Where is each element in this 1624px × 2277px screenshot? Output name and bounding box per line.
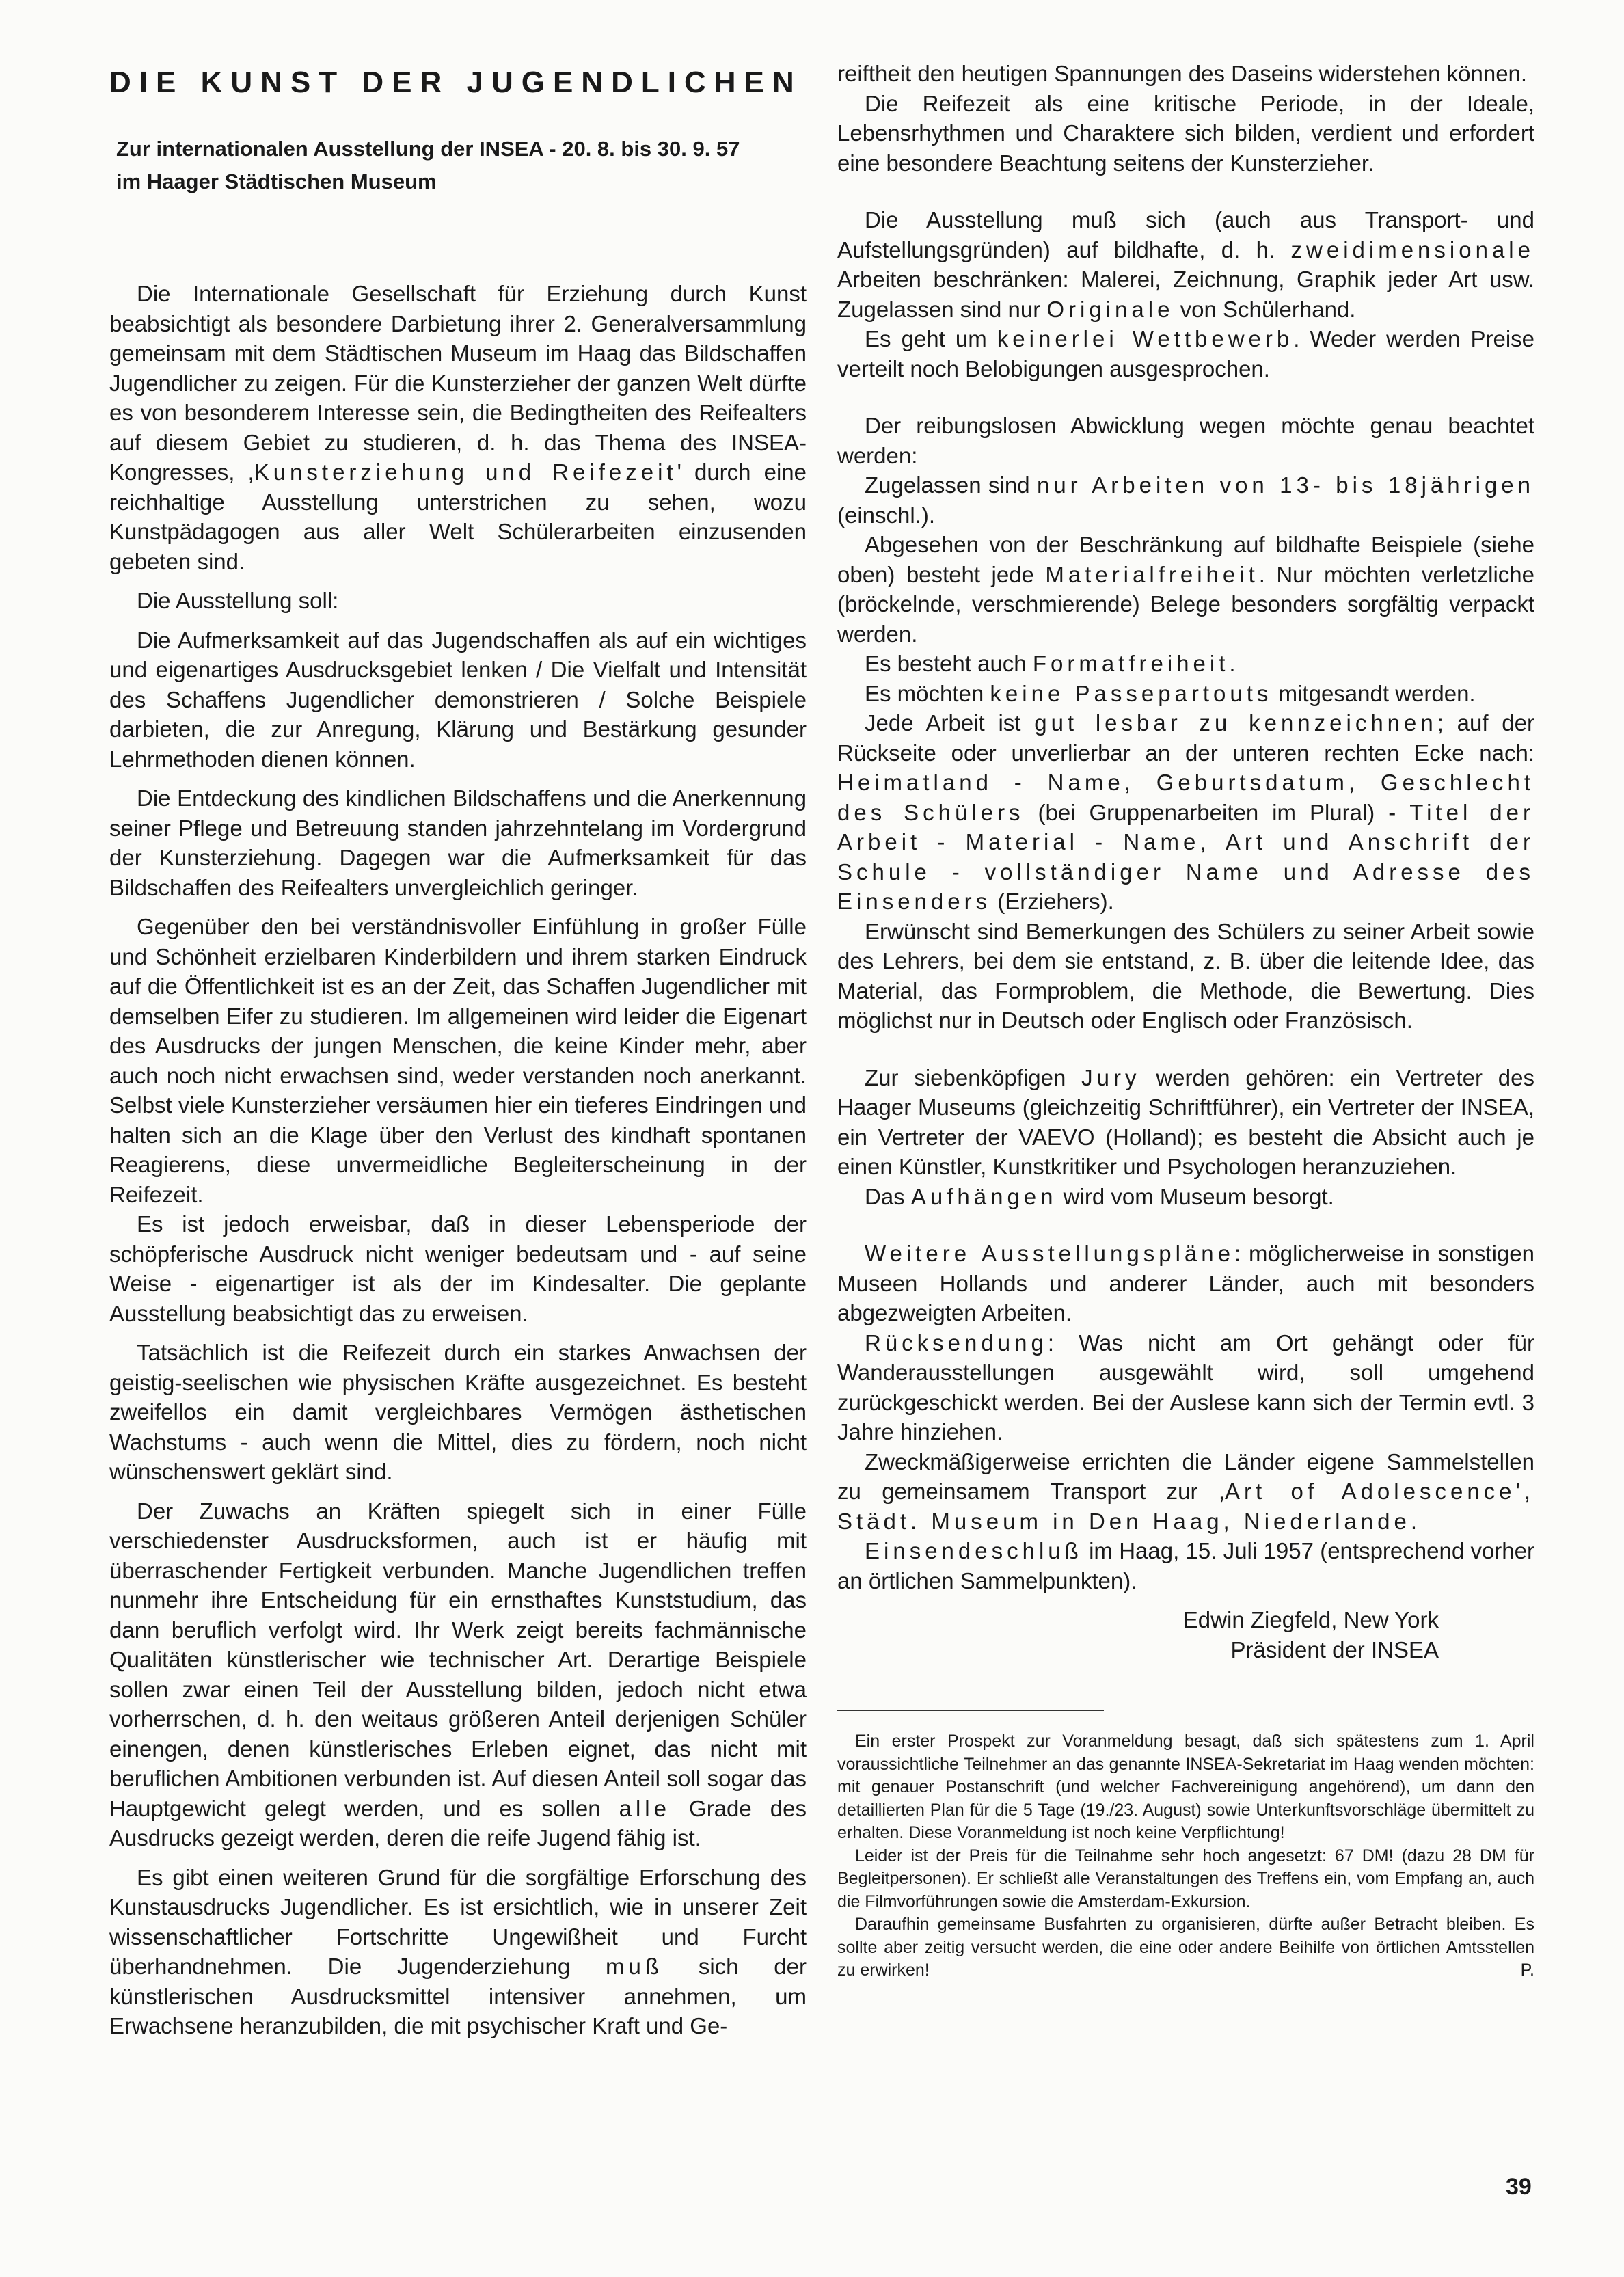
paragraph-passepartouts: Es möchten keine Passepartouts mitgesandt werden.	[865, 680, 1476, 706]
page-number: 39	[1506, 2174, 1532, 2200]
paragraph-deadline: Einsendeschluß im Haag, 15. Juli 1957 (entsprechend vorher an örtlichen Sammelpunkten).	[837, 1538, 1534, 1593]
footnote-initial: P.	[1520, 1961, 1534, 1980]
paragraph-critical-period: Die Reifezeit als eine kritische Periode, in der Ideale, Lebensrhythmen und Charaktere sich bilden, verdient und erfordert eine besondere Beachtung seitens der Kunsterzieher.	[837, 90, 1534, 176]
footnote-paragraph-1: Ein erster Prospekt zur Voranmeldung besagt, daß sich spätestens zum 1. April voraussichtliche Teilnehmer an das genannte INSEA-Sekretariat im Haag wenden möchten: mit genauer Postanschrift (und welcher Fachvereinigung angehörend), um dann den detaillierten Plan für die 5 Tage (19./23. August) sowie Unterkunftsvorschläge übermittelt zu erhalten. Diese Voranmeldung ist noch keine Verpflichtung!	[837, 1732, 1534, 1842]
paragraph-collection: Zweckmäßigerweise errichten die Länder eigene Sammelstellen zu gemeinsamem Transport zur ,Art of Adolescence', Städt. Museum in Den Haag, Niederlande.	[837, 1449, 1534, 1534]
paragraph-further-plans: Weitere Ausstellungspläne: möglicherweise in sonstigen Museen Hollands und anderer Länder, auch mit besonders abgezweigten Arbeiten.	[837, 1241, 1534, 1325]
paragraph-intro: Die Internationale Gesellschaft für Erziehung durch Kunst beabsichtigt als besondere Darbietung ihrer 2. Generalversammlung gemeinsam mit dem Städtischen Museum im Haag das Bildschaffen Jugendlicher zu zeigen. Für die Kunsterzieher der ganzen Welt dürfte es von besonderem Interesse sein, die Bedingtheiten des Reifealters auf diesem Gebiet zu studieren, d. h. das Thema des INSEA-Kongresses, ,Kunsterziehung und Reifezeit' durch eine reichhaltige Ausstellung unterstrichen zu sehen, wozu Kunstpädagogen aus aller Welt Schülerarbeiten einzusenden gebeten sind.	[109, 281, 807, 574]
footnote-paragraph-2: Leider ist der Preis für die Teilnahme sehr hoch angesetzt: 67 DM! (dazu 28 DM für Begleitpersonen). Er schließt alle Veranstaltungen des Treffens ein, vom Empfang an, auch die Filmvorführungen sowie die Amsterdam-Exkursion.	[837, 1846, 1534, 1911]
paragraph-remarks: Erwünscht sind Bemerkungen des Schülers zu seiner Arbeit sowie des Lehrers, bei dem sie entstand, z. B. über die leitende Idee, das Material, das Formproblem, die Methode, die Bewertung. Dies möglichst nur in Deutsch oder Englisch oder Französisch.	[837, 918, 1534, 1033]
paragraph-no-competition: Es geht um keinerlei Wettbewerb. Weder werden Preise verteilt noch Belobigungen ausgesprochen.	[837, 326, 1534, 381]
paragraph-further-reason: Es gibt einen weiteren Grund für die sorgfältige Erforschung des Kunstausdrucks Jugendlicher. Es ist ersichtlich, wie in unserer Zeit wissenschaftlicher Fortschritte Ungewißheit und Furcht überhandnehmen. Die Jugenderziehung muß sich der künstlerischen Ausdrucksmittel intensiver annehmen, um Erwachsene heranzubilden, die mit psychischer Kraft und Ge-	[109, 1864, 807, 2038]
signature-title: Präsident der INSEA	[1230, 1636, 1439, 1662]
paragraph-labeling: Jede Arbeit ist gut lesbar zu kennzeichnen; auf der Rückseite oder unverlierbar an der unteren rechten Ecke nach: Heimatland - Name, Geburtsdatum, Geschlecht des Schülers (bei Gruppenarbeiten im Plural) - Titel der Arbeit - Material - Name, Art und Anschrift der Schule - vollständiger Name und Adresse des Einsenders (Erziehers).	[837, 710, 1534, 914]
paragraph-material: Abgesehen von der Beschränkung auf bildhafte Beispiele (siehe oben) besteht jede Materialfreiheit. Nur möchten verletzliche (bröckelnde, verschmierende) Belege besonders sorgfältig verpackt werden.	[837, 532, 1535, 647]
paragraph-age-range: Zugelassen sind nur Arbeiten von 13- bis 18jährigen (einschl.).	[837, 472, 1535, 528]
signature	[837, 1605, 1534, 1665]
subtitle-line-2: im Haager Städtischen Museum	[116, 170, 437, 193]
paragraph-skills: Der Zuwachs an Kräften spiegelt sich in einer Fülle verschiedenster Ausdrucksformen, auch ist er häufig mit überraschender Fertigkeit verbunden. Manche Jugendlichen treffen nunmehr ihre Entscheidung für ein ernsthaftes Kunststudium, das dann beruflich verfolgt wird. Ihr Werk zeigt bereits fachmännische Qualitäten künstlerischer wie technischer Art. Derartige Beispiele sollen zwar einen Teil der Ausstellung bilden, jedoch nicht etwa vorherrschen, d. h. den weitaus größeren Anteil derjenigen Schüler einengen, denen künstlerisches Erleben eignet, das nicht mit beruflichen Ambitionen verbunden ist. Auf diesen Anteil soll sogar das Hauptgewicht gelegt werden, und es sollen alle Grade des Ausdrucks gezeigt werden, deren die reife Jugend fähig ist.	[109, 1498, 807, 1850]
paragraph-format-limit: Die Ausstellung muß sich (auch aus Transport- und Aufstellungsgründen) auf bildhafte, d. h. zweidimensionale Arbeiten beschränken: Malerei, Zeichnung, Graphik jeder Art usw. Zugelassen sind nur Originale von Schülerhand.	[837, 207, 1534, 322]
paragraph-goals-list: Die Aufmerksamkeit auf das Jugendschaffen als auf ein wichtiges und eigenartiges Ausdrucksgebiet lenken / Die Vielfalt und Intensität des Schaffens Jugendlicher demonstrieren / Solche Beispiele darbieten, die zur Anregung, Klärung und Bestärkung gesunder Lehrmethoden dienen können.	[109, 627, 807, 772]
paragraph-jury: Zur siebenköpfigen Jury werden gehören: ein Vertreter des Haager Museums (gleichzeitig Schriftführer), ein Vertreter der INSEA, ein Vertreter der VAEVO (Holland); es besteht die Absicht auch je einen Künstler, Kunstkritiker und Psychologen heranzuziehen.	[837, 1064, 1534, 1179]
signature-name: Edwin Ziegfeld, New York	[1182, 1607, 1439, 1632]
article-title: DIE KUNST DER JUGENDLICHEN	[109, 66, 802, 99]
footnote	[837, 1730, 1534, 1982]
paragraph-proof: Es ist jedoch erweisbar, daß in dieser Lebensperiode der schöpferische Ausdruck nicht weniger bedeutsam und - auf seine Weise - eigenartiger ist als der im Kindesalter. Die geplante Ausstellung beabsichtigt das zu erweisen.	[109, 1211, 807, 1326]
article-subtitle	[116, 133, 807, 198]
paragraph-growth: Tatsächlich ist die Reifezeit durch ein starkes Anwachsen der geistig-seelischen wie physischen Kräfte ausgezeichnet. Es besteht zweifellos ein damit vergleichbares Vermögen ästhetischen Wachstums - auch wenn die Mittel, dies zu fördern, noch nicht wünschenswert geklärt sind.	[109, 1340, 807, 1484]
paragraph-return: Rücksendung: Was nicht am Ort gehängt oder für Wanderausstellungen ausgewählt wird, soll umgehend zurückgeschickt werden. Bei der Auslese kann sich der Termin evtl. 3 Jahre hinziehen.	[837, 1330, 1534, 1444]
paragraph-hanging: Das Aufhängen wird vom Museum besorgt.	[865, 1183, 1334, 1209]
subtitle-line-1: Zur internationalen Ausstellung der INSEA - 20. 8. bis 30. 9. 57	[116, 137, 740, 161]
paragraph-continuation: reiftheit den heutigen Spannungen des Daseins widerstehen können.	[837, 61, 1528, 86]
paragraph-observe: Der reibungslosen Abwicklung wegen möchte genau beachtet werden:	[837, 413, 1534, 468]
paragraph-format: Es besteht auch Formatfreiheit.	[865, 651, 1236, 676]
paragraph-exhibition-goal: Die Ausstellung soll:	[137, 588, 339, 613]
footnote-divider	[837, 1710, 1104, 1711]
paragraph-contrast: Gegenüber den bei verständnisvoller Einfühlung in großer Fülle und Schönheit erzielbaren Kinderbildern und ihrem starken Eindruck auf die Öffentlichkeit ist es an der Zeit, das Schaffen Jugendlicher mit demselben Eifer zu studieren. Im allgemeinen wird leider die Eigenart des Ausdrucks der jungen Menschen, die keine Kinder mehr, aber auch noch nicht erwachsen sind, weder verstanden noch anerkannt. Selbst viele Kunsterzieher versäumen hier ein tieferes Eindringen und halten sich an die Klage über den Verlust des kindhaft spontanen Reagierens, diese unvermeidliche Begleiterscheinung in der Reifezeit.	[109, 914, 807, 1207]
footnote-paragraph-3: Daraufhin gemeinsame Busfahrten zu organisieren, dürfte außer Betracht bleiben. Es sollte aber zeitig versucht werden, die eine oder andere Beihilfe von örtlichen Amtsstellen zu erwirken! P.	[837, 1913, 1534, 1982]
right-column	[837, 59, 1534, 1982]
left-column	[109, 59, 807, 2041]
paragraph-discovery: Die Entdeckung des kindlichen Bildschaffens und die Anerkennung seiner Pflege und Betreuung standen jahrzehntelang im Vordergrund der Kunsterziehung. Dagegen war die Aufmerksamkeit für das Bildschaffen des Reifealters unvergleichlich geringer.	[109, 785, 807, 900]
